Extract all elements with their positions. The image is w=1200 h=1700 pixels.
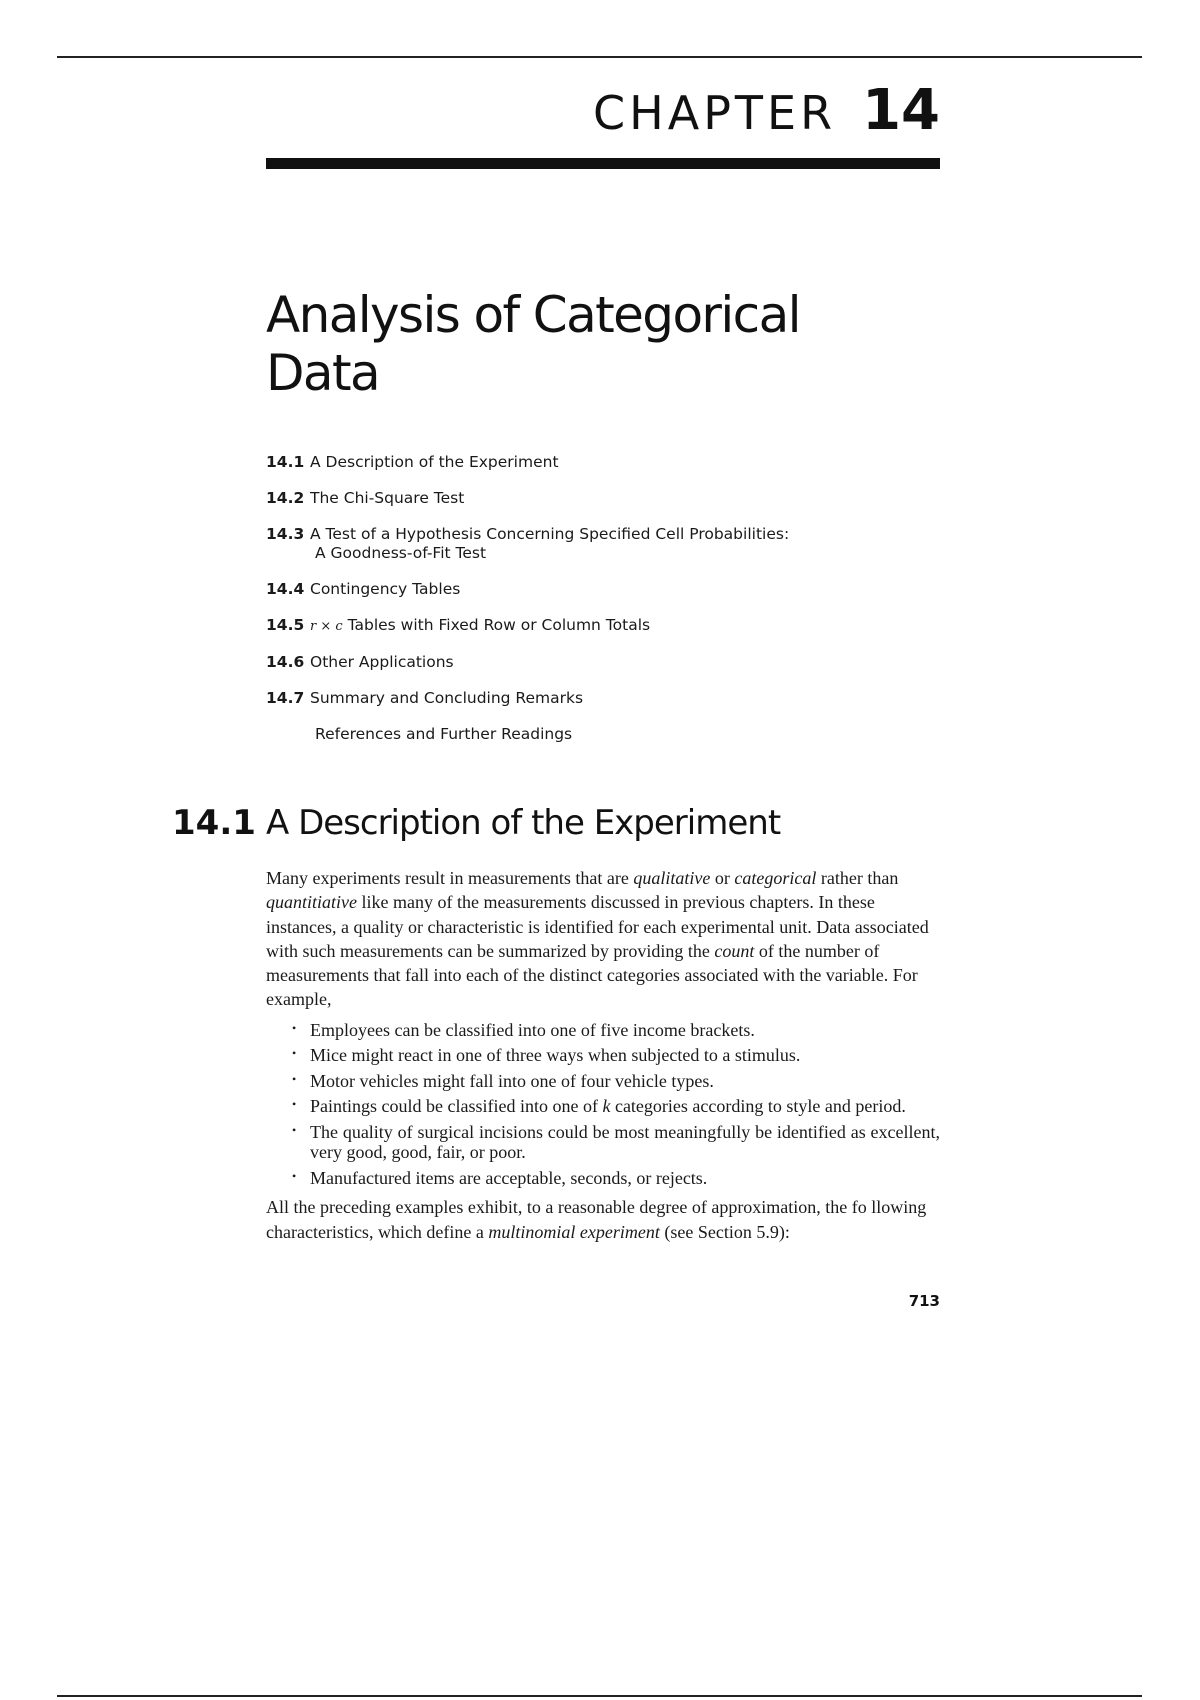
toc-entry-title xyxy=(310,525,940,563)
toc-entry-title-line-2: A Goodness-of-Fit Test xyxy=(315,544,487,562)
toc-math-r-times-c: r × c xyxy=(310,619,343,634)
intro-text-4: like many of the measurements discussed in previous chapters. In these instances, a quality or characteristic is identified for each experimental unit. Data associated with such measurements can be summarized by providing the xyxy=(266,892,929,961)
intro-text-2: or xyxy=(710,868,735,888)
toc-entry-14-5[interactable] xyxy=(266,616,940,636)
intro-emphasis-quantitative: quantitiative xyxy=(266,892,357,913)
list-item xyxy=(292,1070,940,1092)
table-of-contents xyxy=(266,453,940,761)
toc-entry-number: 14.7 xyxy=(266,689,305,707)
list-item-text: Employees can be classified into one of five income brackets. xyxy=(310,1019,755,1040)
intro-text-5: of the number of measurements that fall into each of the distinct categories associated with the variable. For example, xyxy=(266,940,918,1010)
list-item-text: Mice might react in one of three ways when subjected to a stimulus. xyxy=(310,1045,801,1066)
toc-entry-title: The Chi-Square Test xyxy=(310,489,465,507)
chapter-title-line-2: Data xyxy=(266,344,379,402)
toc-entry-14-4[interactable] xyxy=(266,580,940,599)
closing-emphasis-multinomial: multinomial experiment xyxy=(488,1221,660,1242)
list-item-text-rest: categories according to style and period. xyxy=(610,1096,906,1117)
list-item-text: Paintings could be classified into one of xyxy=(310,1096,603,1117)
list-item xyxy=(292,1121,940,1163)
intro-text-3: rather than xyxy=(816,868,899,888)
list-item xyxy=(292,1019,940,1041)
toc-entry-title: Other Applications xyxy=(310,653,454,671)
list-item xyxy=(292,1167,940,1189)
toc-entry-number: 14.6 xyxy=(266,653,305,671)
list-item-text: The quality of surgical incisions could be most meaningfully be identified as excellent, very good, good, fair, or poor. xyxy=(310,1121,940,1163)
toc-entry-number: 14.4 xyxy=(266,580,305,598)
bullet-icon: • xyxy=(292,1168,297,1183)
toc-entry-14-1[interactable] xyxy=(266,453,940,472)
list-item xyxy=(292,1045,940,1066)
intro-text-1: Many experiments result in measurements that are xyxy=(266,868,634,888)
closing-text-2: (see Section 5.9): xyxy=(659,1221,790,1242)
list-item-math-k: k xyxy=(602,1096,611,1117)
toc-entry-14-3[interactable] xyxy=(266,525,940,563)
toc-entry-title xyxy=(310,616,940,636)
chapter-title-line-1: Analysis of Categorical xyxy=(266,286,800,344)
toc-entry-title: Summary and Concluding Remarks xyxy=(310,689,584,707)
intro-emphasis-categorical: categorical xyxy=(734,868,817,888)
toc-entry-title: References and Further Readings xyxy=(315,725,573,743)
toc-entry-14-6[interactable] xyxy=(266,653,940,672)
list-item-text: Motor vehicles might fall into one of four vehicle types. xyxy=(310,1070,714,1091)
section-title: A Description of the Experiment xyxy=(266,803,781,843)
bullet-icon: • xyxy=(292,1020,297,1035)
toc-entry-title-rest: Tables with Fixed Row or Column Totals xyxy=(342,616,651,634)
chapter-number: 14 xyxy=(862,78,940,143)
bullet-icon: • xyxy=(292,1046,297,1061)
section-body xyxy=(266,866,940,1244)
chapter-label: CHAPTER xyxy=(593,86,837,140)
intro-emphasis-qualitative: qualitative xyxy=(633,868,711,888)
toc-entry-14-2[interactable] xyxy=(266,489,940,508)
example-list xyxy=(266,1020,940,1189)
toc-entry-14-7[interactable] xyxy=(266,689,940,708)
toc-entry-number: 14.1 xyxy=(266,453,305,471)
toc-entry-title: A Description of the Experiment xyxy=(310,453,559,471)
top-rule xyxy=(57,56,1142,58)
closing-text-1: All the preceding examples exhibit, to a reasonable degree of approximation, the fo llowing characteristics, which define a xyxy=(266,1197,927,1242)
toc-entry-number: 14.3 xyxy=(266,525,305,543)
toc-entry-number: 14.2 xyxy=(266,489,305,507)
toc-entry-title-line-1: A Test of a Hypothesis Concerning Specified Cell Probabilities: xyxy=(310,525,790,543)
chapter-title xyxy=(266,286,940,402)
toc-entry-number: 14.5 xyxy=(266,616,305,634)
bottom-rule xyxy=(57,1695,1142,1697)
toc-entry-references[interactable] xyxy=(266,725,940,744)
chapter-bar xyxy=(266,158,940,169)
intro-emphasis-count: count xyxy=(714,940,755,961)
closing-paragraph xyxy=(266,1195,940,1244)
bullet-icon: • xyxy=(292,1071,297,1086)
page-number: 713 xyxy=(908,1292,940,1310)
section-number: 14.1 xyxy=(172,803,256,843)
chapter-heading xyxy=(266,78,940,143)
toc-entry-title: Contingency Tables xyxy=(310,580,461,598)
bullet-icon: • xyxy=(292,1122,297,1137)
intro-paragraph xyxy=(266,866,940,1012)
bullet-icon: • xyxy=(292,1097,297,1112)
section-heading xyxy=(172,803,972,843)
list-item-text: Manufactured items are acceptable, seconds, or rejects. xyxy=(310,1167,708,1188)
list-item xyxy=(292,1096,940,1117)
